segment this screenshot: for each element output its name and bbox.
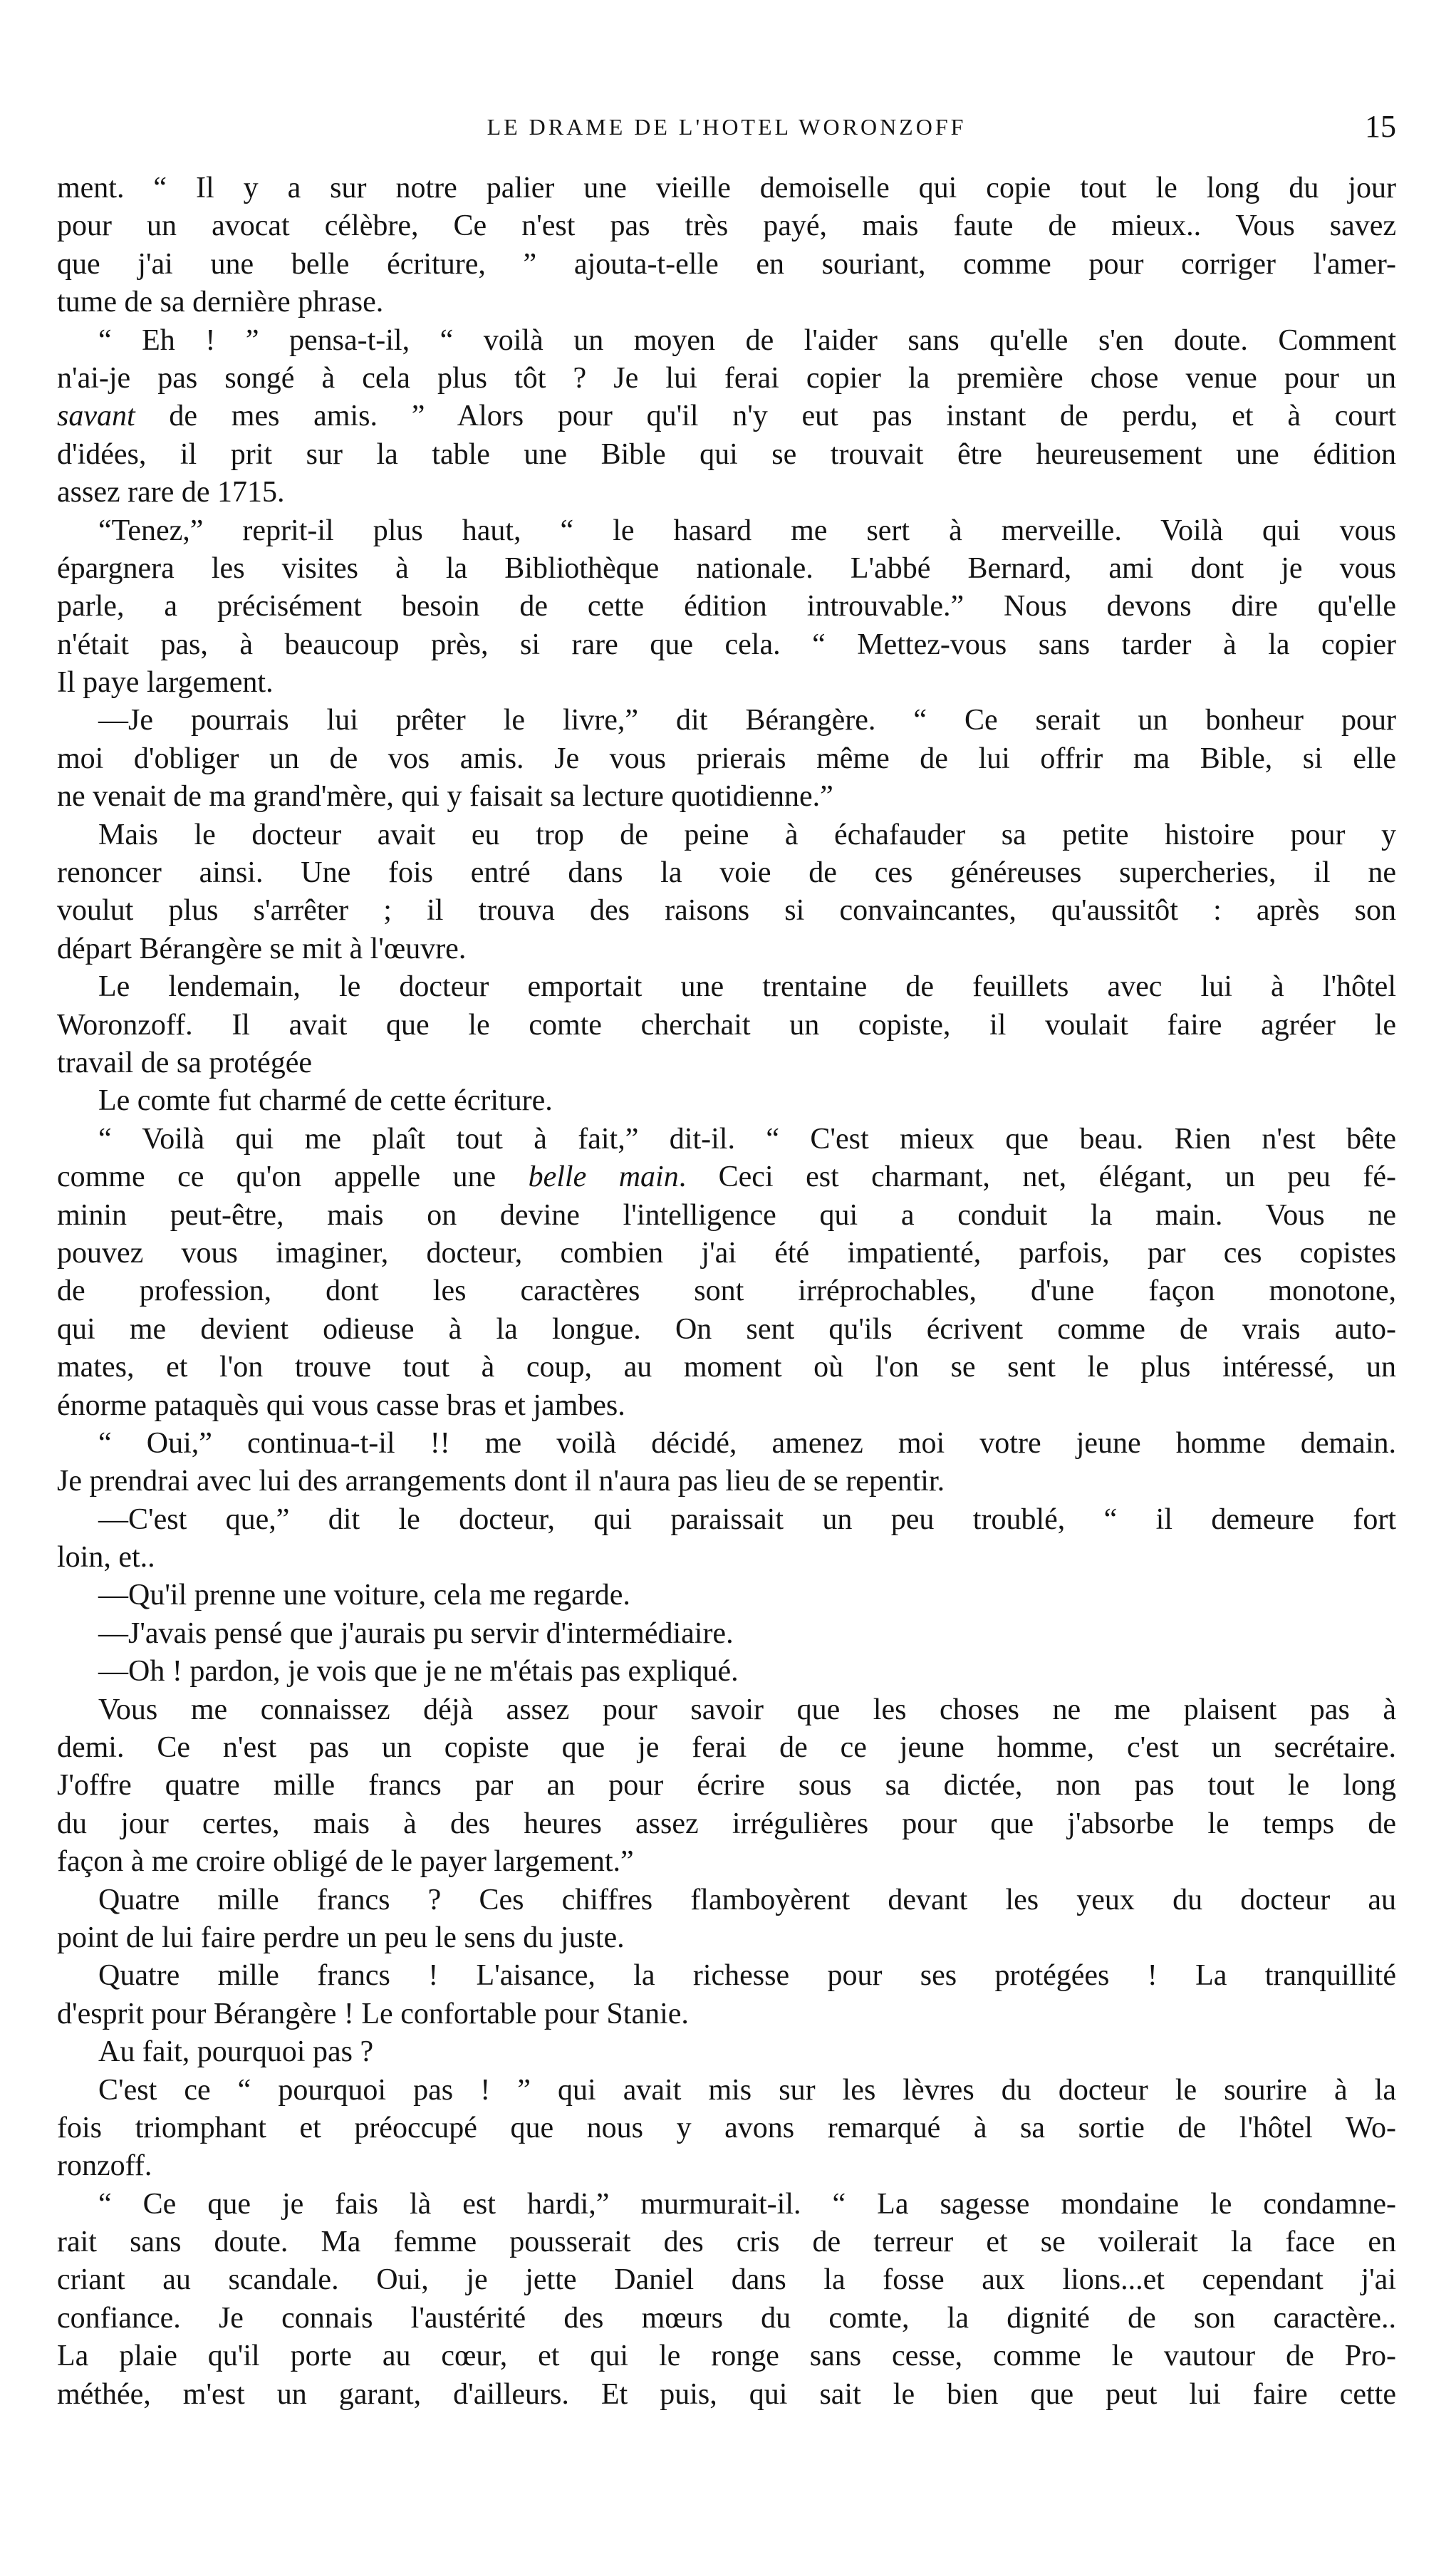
- text-line: ne venait de ma grand'mère, qui y faisait sa lecture quotidienne.”: [57, 780, 833, 814]
- text-line: d'idées, il prit sur la table une Bible qui se trouvait être heureusement une édition: [57, 437, 1396, 471]
- running-head: [57, 105, 1396, 148]
- text-line: Quatre mille francs ! L'aisance, la richesse pour ses protégées ! La tranquillité: [98, 1959, 1396, 1993]
- text-line: départ Bérangère se mit à l'œuvre.: [57, 932, 467, 965]
- text-line: Il paye largement.: [57, 666, 274, 700]
- text-line: parle, a précisément besoin de cette édition introuvable.” Nous devons dire qu'elle: [57, 590, 1396, 623]
- text-line: —C'est que,” dit le docteur, qui paraissait un peu troublé, “ il demeure fort: [98, 1503, 1396, 1536]
- text-line: assez rare de 1715.: [57, 476, 285, 509]
- text-line: tume de sa dernière phrase.: [57, 286, 384, 319]
- text-line: “ Oui,” continua-t-il !! me voilà décidé, amenez moi votre jeune homme demain.: [98, 1426, 1396, 1460]
- text-line: C'est ce “ pourquoi pas ! ” qui avait mis sur les lèvres du docteur le sourire à la: [98, 2073, 1396, 2107]
- text-line: demi. Ce n'est pas un copiste que je ferai de ce jeune homme, c'est un secrétaire.: [57, 1731, 1396, 1765]
- text-line: criant au scandale. Oui, je jette Daniel dans la fosse aux lions...et cependant j'ai: [57, 2263, 1396, 2297]
- text-line: mates, et l'on trouve tout à coup, au moment où l'on se sent le plus intéressé, un: [57, 1351, 1396, 1384]
- text-line: travail de sa protégée: [57, 1046, 312, 1079]
- text-line: “ Voilà qui me plaît tout à fait,” dit-il. “ C'est mieux que beau. Rien n'est bête: [98, 1122, 1396, 1156]
- text-line: point de lui faire perdre un peu le sens du juste.: [57, 1921, 625, 1954]
- text-line: énorme pataquès qui vous casse bras et jambes.: [57, 1389, 625, 1422]
- text-line: Vous me connaissez déjà assez pour savoir que les choses ne me plaisent pas à: [98, 1693, 1396, 1726]
- text-line: Je prendrai avec lui des arrangements dont il n'aura pas lieu de se repentir.: [57, 1465, 945, 1498]
- text-line: “ Ce que je fais là est hardi,” murmurait-il. “ La sagesse mondaine le condamne-: [98, 2187, 1396, 2221]
- text-line: rait sans doute. Ma femme pousserait des cris de terreur et se voilerait la face en: [57, 2226, 1396, 2259]
- text-line: —Je pourrais lui prêter le livre,” dit Bérangère. “ Ce serait un bonheur pour: [98, 704, 1396, 737]
- text-line: Mais le docteur avait eu trop de peine à échafauder sa petite histoire pour y: [98, 818, 1396, 851]
- text-line: méthée, m'est un garant, d'ailleurs. Et puis, qui sait le bien que peut lui faire cette: [57, 2377, 1396, 2411]
- text-line: minin peut-être, mais on devine l'intelligence qui a conduit la main. Vous ne: [57, 1198, 1396, 1232]
- text-line: qui me devient odieuse à la longue. On sent qu'ils écrivent comme de vrais auto-: [57, 1312, 1396, 1346]
- text-line: pouvez vous imaginer, docteur, combien j'ai été impatienté, parfois, par ces copistes: [57, 1236, 1396, 1270]
- text-line: moi d'obliger un de vos amis. Je vous prierais même de lui offrir ma Bible, si elle: [57, 742, 1396, 775]
- text-line: d'esprit pour Bérangère ! Le confortable pour Stanie.: [57, 1997, 689, 2030]
- page-number: 15: [1365, 109, 1396, 144]
- text-line: renoncer ainsi. Une fois entré dans la voie de ces généreuses supercheries, il ne: [57, 856, 1396, 890]
- text-line: Le comte fut charmé de cette écriture.: [98, 1084, 553, 1118]
- text-line: n'était pas, à beaucoup près, si rare que cela. “ Mettez-vous sans tarder à la copier: [57, 628, 1396, 661]
- text-line: ronzoff.: [57, 2149, 152, 2183]
- text-line: “Tenez,” reprit-il plus haut, “ le hasard me sert à merveille. Voilà qui vous: [98, 514, 1396, 547]
- text-line: Woronzoff. Il avait que le comte cherchait un copiste, il voulait faire agréer le: [57, 1008, 1396, 1042]
- text-line: “ Eh ! ” pensa-t-il, “ voilà un moyen de l'aider sans qu'elle s'en doute. Comment: [98, 323, 1396, 357]
- text-line: Au fait, pourquoi pas ?: [98, 2035, 374, 2069]
- text-line: épargnera les visites à la Bibliothèque nationale. L'abbé Bernard, ami dont je vous: [57, 551, 1396, 585]
- text-line: n'ai-je pas songé à cela plus tôt ? Je lui ferai copier la première chose venue pour un: [57, 361, 1396, 395]
- text-line: —Qu'il prenne une voiture, cela me regarde.: [98, 1579, 630, 1612]
- text-line: que j'ai une belle écriture, ” ajouta-t-elle en souriant, comme pour corriger l'amer-: [57, 247, 1396, 281]
- text-line: savant de mes amis. ” Alors pour qu'il n'y eut pas instant de perdu, et à court: [57, 400, 1396, 433]
- body-text: [57, 170, 1396, 2414]
- text-line: pour un avocat célèbre, Ce n'est pas très payé, mais faute de mieux.. Vous savez: [57, 209, 1396, 243]
- running-title: LE DRAME DE L'HOTEL WORONZOFF: [487, 114, 967, 140]
- text-line: fois triomphant et préoccupé que nous y avons remarqué à sa sortie de l'hôtel Wo-: [57, 2111, 1396, 2144]
- text-line: La plaie qu'il porte au cœur, et qui le ronge sans cesse, comme le vautour de Pro-: [57, 2340, 1396, 2373]
- text-line: Le lendemain, le docteur emportait une trentaine de feuillets avec lui à l'hôtel: [98, 970, 1396, 1004]
- text-line: de profession, dont les caractères sont irréprochables, d'une façon monotone,: [57, 1275, 1396, 1308]
- text-line: comme ce qu'on appelle une belle main. Ceci est charmant, net, élégant, un peu fé-: [57, 1161, 1396, 1194]
- text-line: façon à me croire obligé de le payer largement.”: [57, 1845, 634, 1879]
- text-line: du jour certes, mais à des heures assez irrégulières pour que j'absorbe le temps de: [57, 1807, 1396, 1840]
- text-line: voulut plus s'arrêter ; il trouva des raisons si convaincantes, qu'aussitôt : après son: [57, 894, 1396, 928]
- text-line: —J'avais pensé que j'aurais pu servir d'intermédiaire.: [98, 1616, 734, 1650]
- text-line: Quatre mille francs ? Ces chiffres flamboyèrent devant les yeux du docteur au: [98, 1883, 1396, 1916]
- text-line: loin, et..: [57, 1541, 155, 1574]
- text-line: J'offre quatre mille francs par an pour écrire sous sa dictée, non pas tout le long: [57, 1769, 1396, 1802]
- text-line: confiance. Je connais l'austérité des mœurs du comte, la dignité de son caractère..: [57, 2301, 1396, 2335]
- text-line: —Oh ! pardon, je vois que je ne m'étais pas expliqué.: [98, 1655, 739, 1688]
- text-line: ment. “ Il y a sur notre palier une vieille demoiselle qui copie tout le long du jour: [57, 172, 1396, 204]
